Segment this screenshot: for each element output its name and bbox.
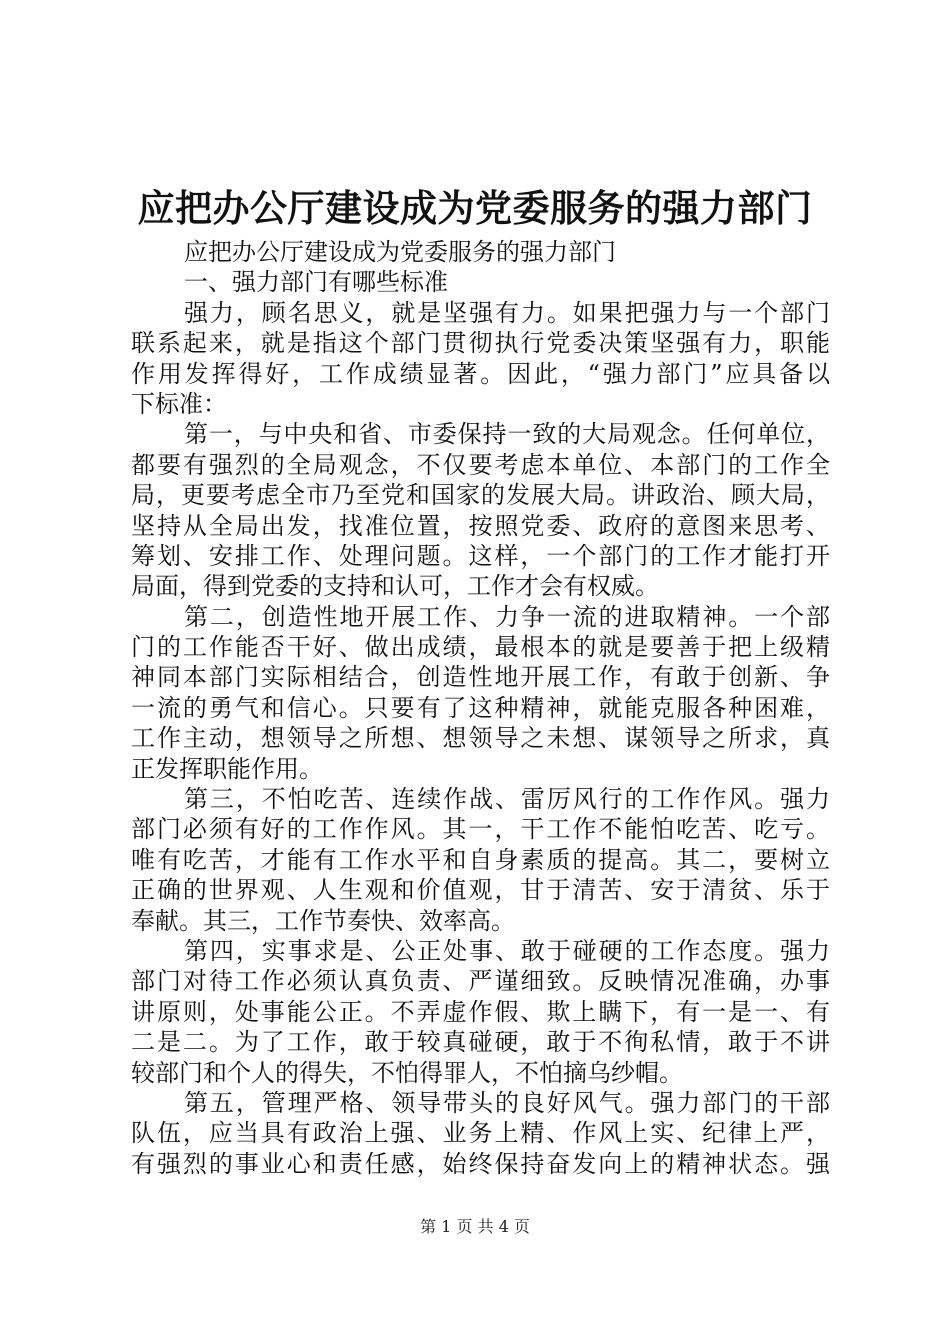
body-text-line: 神同本部门实际相结合，创造性地开展工作，有敢于创新、争 — [131, 663, 830, 692]
body-text-line: 强力，顾名思义，就是坚强有力。如果把强力与一个部门 — [184, 298, 830, 327]
page-footer: 第 1 页 共 4 页 — [420, 1217, 530, 1236]
document-title: 应把办公厅建设成为党委服务的强力部门 — [137, 187, 813, 230]
body-text-line: 门的工作能否干好、做出成绩，最根本的就是要善于把上级精 — [131, 633, 830, 662]
body-text-line: 坚持从全局出发，找准位置，按照党委、政府的意图来思考、 — [131, 511, 830, 540]
body-text-line: 作用发挥得好，工作成绩显著。因此，“强力部门”应具备以 — [131, 359, 830, 388]
body-text-line: 都要有强烈的全局观念，不仅要考虑本单位、本部门的工作全 — [131, 450, 830, 479]
body-text-line: 第二，创造性地开展工作、力争一流的进取精神。一个部 — [184, 602, 830, 631]
body-text-line: 奉献。其三，工作节奏快、效率高。 — [131, 906, 515, 935]
body-text-line: 应把办公厅建设成为党委服务的强力部门 — [184, 238, 616, 266]
body-text-line: 下标准： — [131, 389, 227, 418]
body-text-line: 一、强力部门有哪些标准 — [184, 268, 448, 297]
body-text-line: 二是二。为了工作，敢于较真碰硬，敢于不徇私情，敢于不讲 — [131, 1028, 830, 1057]
body-text-line: 有强烈的事业心和责任感，始终保持奋发向上的精神状态。强 — [131, 1149, 830, 1178]
body-text-line: 局，更要考虑全市乃至党和国家的发展大局。讲政治、顾大局， — [131, 481, 830, 510]
body-text-line: 一流的勇气和信心。只要有了这种精神，就能克服各种困难， — [131, 693, 830, 722]
body-text-line: 部门必须有好的工作作风。其一，干工作不能怕吃苦、吃亏。 — [131, 815, 830, 844]
body-text-line: 第一，与中央和省、市委保持一致的大局观念。任何单位， — [184, 420, 830, 449]
body-text-line: 第五，管理严格、领导带头的良好风气。强力部门的干部 — [184, 1088, 830, 1117]
body-text-line: 局面，得到党委的支持和认可，工作才会有权威。 — [131, 572, 659, 601]
body-text-line: 联系起来，就是指这个部门贯彻执行党委决策坚强有力，职能 — [131, 329, 830, 358]
body-text-line: 较部门和个人的得失，不怕得罪人，不怕摘乌纱帽。 — [131, 1058, 683, 1087]
body-text-line: 队伍，应当具有政治上强、业务上精、作风上实、纪律上严， — [131, 1119, 830, 1148]
document-body — [131, 237, 830, 1179]
body-text-line: 筹划、安排工作、处理问题。这样，一个部门的工作才能打开 — [131, 541, 830, 570]
body-text-line: 第三，不怕吃苦、连续作战、雷厉风行的工作作风。强力 — [184, 785, 830, 814]
body-text-line: 工作主动，想领导之所想、想领导之未想、谋领导之所求，真 — [131, 724, 830, 753]
body-text-line: 部门对待工作必须认真负责、严谨细致。反映情况准确，办事 — [131, 967, 830, 996]
body-text-line: 唯有吃苦，才能有工作水平和自身素质的提高。其二，要树立 — [131, 845, 830, 874]
body-text-line: 正确的世界观、人生观和价值观，甘于清苦、安于清贫、乐于 — [131, 876, 830, 905]
body-text-line: 第四，实事求是、公正处事、敢于碰硬的工作态度。强力 — [184, 936, 830, 965]
body-text-line: 正发挥职能作用。 — [131, 754, 323, 783]
body-text-line: 讲原则，处事能公正。不弄虚作假、欺上瞒下，有一是一、有 — [131, 997, 830, 1026]
